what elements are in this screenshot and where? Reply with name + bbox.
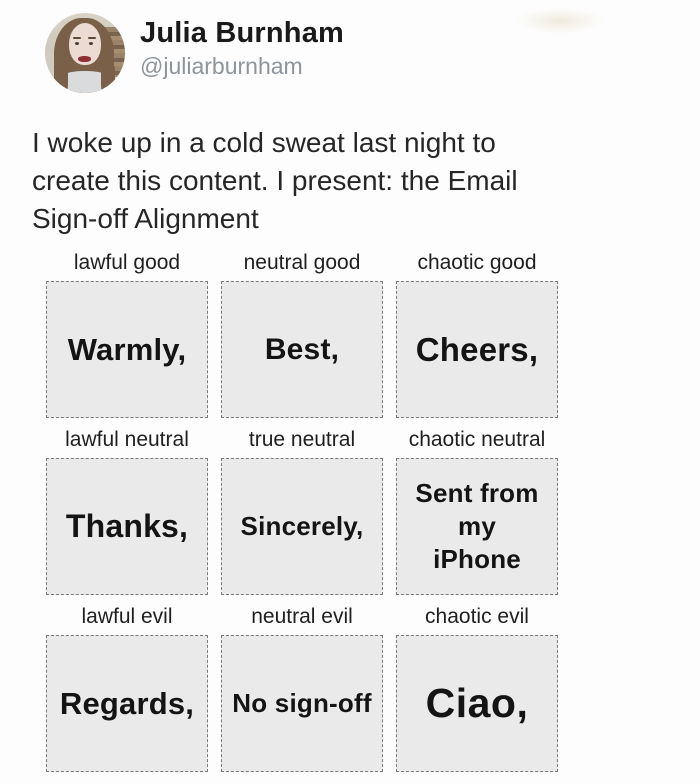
signoff-box bbox=[46, 281, 208, 418]
signoff-text: Best, bbox=[264, 332, 340, 366]
alignment-label: lawful good bbox=[73, 251, 181, 274]
signoff-text: Regards, bbox=[59, 685, 195, 721]
signoff-box bbox=[396, 458, 558, 595]
alignment-label: chaotic evil bbox=[425, 605, 529, 628]
avatar-eye bbox=[75, 42, 79, 45]
avatar[interactable] bbox=[45, 13, 125, 93]
signoff-box bbox=[396, 281, 558, 418]
avatar-hair-strand bbox=[54, 61, 68, 93]
alignment-cell-neutral-good bbox=[221, 250, 383, 418]
signoff-box bbox=[46, 458, 208, 595]
alignment-cell-lawful-neutral bbox=[46, 427, 208, 595]
signoff-text: Warmly, bbox=[67, 331, 187, 367]
signoff-text: Ciao, bbox=[425, 680, 529, 726]
scan-smudge bbox=[515, 8, 605, 34]
alignment-label: neutral good bbox=[243, 251, 361, 274]
signoff-box bbox=[221, 458, 383, 595]
alignment-cell-chaotic-good bbox=[396, 250, 558, 418]
signoff-text: Sincerely, bbox=[240, 511, 364, 541]
avatar-brow bbox=[88, 37, 96, 39]
alignment-chart-image[interactable] bbox=[46, 250, 558, 772]
tweet-text-line: create this content. I present: the Email bbox=[32, 165, 518, 196]
alignment-cell-lawful-good bbox=[46, 250, 208, 418]
alignment-cell-chaotic-evil bbox=[396, 604, 558, 772]
signoff-text: Thanks, bbox=[65, 508, 189, 544]
avatar-eye bbox=[89, 42, 93, 45]
signoff-box bbox=[221, 635, 383, 772]
avatar-lips bbox=[78, 56, 91, 62]
tweet-text-line: I woke up in a cold sweat last night to bbox=[32, 127, 496, 158]
alignment-cell-lawful-evil bbox=[46, 604, 208, 772]
signoff-text: No sign-off bbox=[232, 688, 372, 718]
tweet-text-line: Sign-off Alignment bbox=[32, 203, 259, 234]
author-name[interactable]: Julia Burnham bbox=[140, 17, 345, 49]
tweet-text bbox=[32, 124, 518, 238]
signoff-box bbox=[396, 635, 558, 772]
avatar-brow bbox=[73, 37, 81, 39]
alignment-label: chaotic neutral bbox=[408, 428, 546, 451]
signoff-box bbox=[46, 635, 208, 772]
alignment-label: neutral evil bbox=[251, 605, 353, 628]
signoff-box bbox=[221, 281, 383, 418]
alignment-label: true neutral bbox=[248, 428, 356, 451]
alignment-cell-true-neutral bbox=[221, 427, 383, 595]
author-block bbox=[140, 17, 344, 80]
alignment-label: lawful evil bbox=[81, 605, 173, 628]
alignment-cell-chaotic-neutral bbox=[396, 427, 558, 595]
author-handle[interactable]: @juliarburnham bbox=[140, 53, 303, 79]
signoff-text: Cheers, bbox=[415, 330, 539, 368]
signoff-text: Sent from my iPhone bbox=[415, 478, 539, 574]
alignment-label: chaotic good bbox=[417, 251, 537, 274]
avatar-hair-strand bbox=[101, 61, 115, 93]
alignment-label: lawful neutral bbox=[65, 428, 189, 451]
alignment-cell-neutral-evil bbox=[221, 604, 383, 772]
